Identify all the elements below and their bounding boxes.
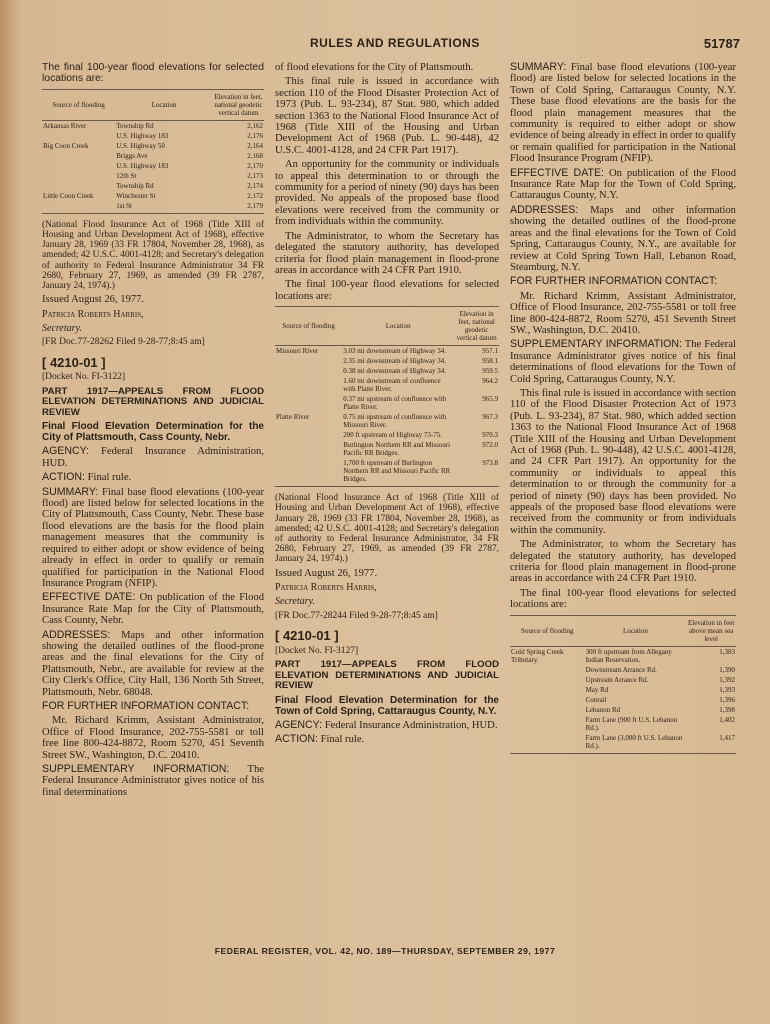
source-cell xyxy=(510,665,585,675)
signatory-name: Patricia Roberts Harris, xyxy=(42,308,144,320)
source-cell xyxy=(42,181,115,191)
table-row xyxy=(275,458,499,487)
elevation-table-1-body xyxy=(42,120,264,213)
para-table-intro: The final 100-year flood elevations for selected locations are: xyxy=(510,587,736,611)
para-opportunity: An opportunity for the community or individuals to appeal this determination to or through the community for a period of ninety (90) days has been provided. No appeals of the proposed base flood elevations were received from the community or from individuals within the community. xyxy=(275,159,499,228)
para-final-rule: This final rule is issued in accordance with section 110 of the Flood Disaster Protection Act of 1973 (Pub. L. 93-234), 87 Stat. 980, which added section 1363 to the National Flood Insurance Act of 1968 (Title XIII of the Housing and Urban Development Act of 1968 (Pub. L. 90-448), 42 U.S.C. 4001-4128, and 24 CFR Part 1917). xyxy=(275,76,499,156)
elevation-cell: 972.0 xyxy=(482,441,498,450)
part-heading: PART 1917—APPEALS FROM FLOOD ELEVATION DETERMINATIONS AND JUDICIAL REVIEW xyxy=(275,658,499,692)
location-cell: Downstream Arrance Rd. xyxy=(585,665,657,674)
agency-line: AGENCY: Federal Insurance Administration, HUD. xyxy=(275,718,498,731)
table-intro: The final 100-year flood elevations for selected locations are: xyxy=(42,62,264,85)
table-row xyxy=(275,412,499,430)
location-cell: 1.60 mi downstream of confluence with Platte River. xyxy=(343,377,441,394)
further-info-heading: FOR FURTHER INFORMATION CONTACT: xyxy=(510,275,718,288)
table-row xyxy=(42,181,264,191)
page-header xyxy=(40,36,740,52)
location-cell: Briggs Ave xyxy=(116,151,148,160)
location-cell: Burlington Northern RR and Missouri Pacific RR Bridges. xyxy=(343,441,451,458)
table-row xyxy=(275,376,499,394)
issued-date: Issued August 26, 1977. xyxy=(42,294,145,306)
elevation-cell: 2,170 xyxy=(247,161,263,170)
table-row xyxy=(42,131,264,141)
location-cell: May Rd xyxy=(585,685,609,694)
location-cell: 3.03 mi downstream of Highway 34. xyxy=(343,347,447,356)
action-line: ACTION: Final rule. xyxy=(42,471,132,484)
elevation-cell: 2,168 xyxy=(247,151,263,160)
location-cell: 12th St xyxy=(116,171,137,180)
location-cell: Farm Lane (900 ft U.S. Lebanon Rd.). xyxy=(585,715,678,732)
source-cell xyxy=(42,131,115,141)
column-1 xyxy=(42,62,264,801)
summary-para: SUMMARY: Final base flood elevations (100-year flood) are listed below for selected locations in the Town of Cold Spring, Cattaraugus County, N.Y. These base flood elevations are the basis for the flood plain management measures that the community is required to either adopt or show evidence of being already in effect in order to qualify or remain qualified for participation in the National Flood Insurance Program (NFIP). xyxy=(510,61,737,165)
table-row xyxy=(275,430,499,440)
elevation-cell: 1,417 xyxy=(686,733,736,754)
table-row xyxy=(510,695,736,705)
location-cell: U.S. Highway 183 xyxy=(116,131,169,140)
source-cell xyxy=(275,356,342,366)
elevation-cell: 2,164 xyxy=(247,141,263,150)
page-number: 51787 xyxy=(703,36,740,51)
location-cell: Conrail xyxy=(585,695,607,704)
source-cell xyxy=(42,161,115,171)
elevation-table-1 xyxy=(42,89,264,214)
elevation-cell: 2,176 xyxy=(247,131,263,140)
elevation-table-3 xyxy=(510,615,736,754)
source-cell xyxy=(275,440,342,458)
source-cell: Big Coon Creek xyxy=(43,141,89,150)
elevation-cell: 957.1 xyxy=(482,347,498,356)
elevation-table-3-body xyxy=(510,646,736,753)
location-cell: Township Rd xyxy=(116,121,154,130)
elevation-cell: 967.3 xyxy=(482,413,498,422)
col-header-elevation: Elevation in feet above mean sea level xyxy=(686,615,736,646)
source-cell xyxy=(510,715,585,733)
table-row xyxy=(42,191,264,201)
fr-doc-line: [FR Doc.77-28262 Filed 9-28-77;8:45 am] xyxy=(42,337,205,348)
elevation-cell: 2,172 xyxy=(247,191,263,200)
elevation-cell: 1,393 xyxy=(719,685,735,694)
table-row xyxy=(42,141,264,151)
supplementary-para: SUPPLEMENTARY INFORMATION: The Federal Insurance Administrator gives notice of his final determinations xyxy=(42,763,264,798)
authority-note: (National Flood Insurance Act of 1968 (Title XIII of Housing and Urban Development Act of 1968), effective January 28, 1969 (33 FR 17804, November 28, 1968), as amended; 42 U.S.C. 4001-4128; and Secretary's delegation of authority to Federal Insurance Administrator 34 FR 2680, February 27, 1969, as amended (39 FR 2787, January 24, 1974).) xyxy=(42,219,264,292)
location-cell: 0.75 mi upstream of confluence with Missouri River. xyxy=(343,413,447,430)
col-header-elevation: Elevation in feet, national geodetic vertical datum xyxy=(213,89,264,120)
elevation-cell: 958.1 xyxy=(482,357,498,366)
addresses-para: ADDRESSES: Maps and other information showing the detailed outlines of the flood-prone areas and the final elevations for the Town of Cold Spring, Cattaraugus County, N.Y., are available for review at Cold Spring Town Hall, Lebanon Road, Steamburg, N.Y. xyxy=(510,203,736,273)
table-row xyxy=(42,161,264,171)
column-2 xyxy=(275,62,499,749)
agency-line: AGENCY: Federal Insurance Administration, HUD. xyxy=(42,445,265,469)
page-footer: FEDERAL REGISTER, VOL. 42, NO. 189—THURSDAY, SEPTEMBER 29, 1977 xyxy=(214,946,556,956)
effective-date-para: EFFECTIVE DATE: On publication of the Flood Insurance Rate Map for the City of Plattsmouth, Cass County, Nebr. xyxy=(42,591,264,627)
addresses-para: ADDRESSES: Maps and other information showing the detailed outlines of the flood-prone areas and the final elevations for the City of Plattsmouth, Nebr., are available for review at the City Clerk's Office, City Hall, 136 North 5th Street, Plattsmouth, Nebr. 68048. xyxy=(42,628,264,698)
action-line: ACTION: Final rule. xyxy=(275,733,365,746)
part-heading: PART 1917—APPEALS FROM FLOOD ELEVATION DETERMINATIONS AND JUDICIAL REVIEW xyxy=(42,385,264,418)
source-cell xyxy=(42,201,115,214)
fr-doc-line: [FR Doc.77-28244 Filed 9-28-77;8:45 am] xyxy=(275,610,438,621)
table-row xyxy=(510,715,736,733)
elevation-cell: 2,179 xyxy=(213,201,264,214)
source-cell xyxy=(510,675,585,685)
source-cell: Cold Spring Creek Tributary. xyxy=(511,647,564,664)
table-row xyxy=(42,201,264,214)
table-row xyxy=(510,665,736,675)
further-info-contact: Mr. Richard Krimm, Assistant Administrator, Office of Flood Insurance, 202-755-5581 or toll free line 800-424-8872, Room 5270, 451 Seventh Street SW., Washington, D.C. 20410. xyxy=(510,290,736,336)
source-cell xyxy=(275,376,342,394)
table-row xyxy=(275,366,499,376)
running-title: RULES AND REGULATIONS xyxy=(310,36,480,50)
elevation-table-2-body xyxy=(275,346,499,487)
source-cell xyxy=(510,705,585,715)
table-row xyxy=(275,440,499,458)
para-table-intro: The final 100-year flood elevations for selected locations are: xyxy=(275,279,499,302)
source-cell xyxy=(510,733,585,754)
doc-number: [ 4210-01 ] xyxy=(42,354,106,370)
further-info-contact: Mr. Richard Krimm, Assistant Administrator, Office of Flood Insurance, 202-755-5581 or toll free line 800-424-8872, Room 5270, 451 Seventh Street SW., Washington, D.C. 20410. xyxy=(42,715,264,761)
col-header-elevation: Elevation in feet, national geodetic vertical datum xyxy=(454,307,499,346)
location-cell: 1,700 ft upstream of Burlington Northern RR and Missouri Pacific RR Bridges. xyxy=(342,458,454,487)
col-header-location: Location xyxy=(342,307,454,346)
source-cell: Missouri River xyxy=(276,347,319,356)
elevation-cell: 2,173 xyxy=(247,171,263,180)
docket-number: [Docket No. FI-3122] xyxy=(42,372,126,383)
source-cell: Platte River xyxy=(276,413,310,422)
table-row xyxy=(275,356,499,366)
source-cell: Arkansas River xyxy=(43,121,87,130)
table-row xyxy=(42,171,264,181)
further-info-heading: FOR FURTHER INFORMATION CONTACT: xyxy=(42,699,250,712)
elevation-cell: 1,392 xyxy=(719,675,735,684)
location-cell: Winchester St xyxy=(116,191,156,200)
source-cell xyxy=(510,685,585,695)
elevation-cell: 970.3 xyxy=(482,431,498,440)
source-cell xyxy=(42,171,115,181)
source-cell xyxy=(275,366,342,376)
source-cell xyxy=(275,458,342,487)
table-row xyxy=(275,346,499,357)
col-header-source: Source of flooding xyxy=(275,307,342,346)
rule-title: Final Flood Elevation Determination for the Town of Cold Spring, Cattaraugus County, N.Y. xyxy=(275,694,499,717)
para-final-rule: This final rule is issued in accordance with section 110 of the Flood Disaster Protection Act of 1973 (Pub. L. 93-234), 87 Stat. 980, which added section 1363 to the National Flood Insurance Act of 1968 (Title XIII of the Housing and Urban Development Act of 1968 (Pub. L. 90-448), 42 U.S.C. 4001-4128, and 24 CFR Part 1917). An opportunity for the community or individuals to appeal this determination to or through the community for a period of ninety (90) days has been provided. No appeals of the proposed base flood elevations were received from the community or from individuals within the community. xyxy=(510,387,736,536)
docket-number: [Docket No. FI-3127] xyxy=(275,645,359,656)
elevation-cell: 959.5 xyxy=(482,367,498,376)
elevation-cell: 964.2 xyxy=(482,377,498,386)
location-cell: 0.37 mi upstream of confluence with Platte River. xyxy=(343,395,447,412)
issued-date: Issued August 26, 1977. xyxy=(275,567,378,579)
table-row xyxy=(42,120,264,131)
table-row xyxy=(42,151,264,161)
para-administrator: The Administrator, to whom the Secretary has delegated the statutory authority, has developed criteria for flood plain management in flood-prone areas in accordance with 24 CFR Part 1910. xyxy=(275,230,499,276)
para-continued: of flood elevations for the City of Plattsmouth. xyxy=(275,62,474,73)
table-row xyxy=(510,705,736,715)
source-cell xyxy=(275,394,342,412)
table-row xyxy=(275,394,499,412)
authority-note: (National Flood Insurance Act of 1968 (Title XIII of Housing and Urban Development Act of 1968), effective January 28, 1969 (33 FR 17804, November 28, 1968), as amended; 42 U.S.C. 4001-4128; and Secretary's delegation of authority to Federal Insurance Administrator, 34 FR 2680, February 27, 1969, as amended (39 FR 2787, January 24, 1974).) xyxy=(275,493,499,565)
source-cell xyxy=(510,695,585,705)
col-header-location: Location xyxy=(585,615,687,646)
table-row xyxy=(510,685,736,695)
effective-date-para: EFFECTIVE DATE: On publication of the Flood Insurance Rate Map for the Town of Cold Spring, Cattaraugus County, N.Y. xyxy=(510,166,736,202)
summary-para: SUMMARY: Final base flood elevations (100-year flood) are listed below for selected locations in the City of Plattsmouth, Cass County, Nebr. These base flood elevations are the basis for the flood plain management measures that the community is required to either adopt or show evidence of being already in effect in order to qualify or remain qualified for participation in the National Flood Insurance Program (NFIP). xyxy=(42,485,264,589)
table-row xyxy=(510,675,736,685)
source-cell: Little Coon Creek xyxy=(43,191,94,200)
elevation-table-2 xyxy=(275,306,499,487)
elevation-cell: 965.9 xyxy=(482,395,498,404)
col-header-source: Source of flooding xyxy=(510,615,585,646)
elevation-cell: 1,398 xyxy=(719,705,735,714)
doc-number: [ 4210-01 ] xyxy=(275,628,339,644)
elevation-cell: 1,396 xyxy=(719,695,735,704)
location-cell: Lebanon Rd xyxy=(585,705,620,714)
location-cell: U.S. Highway 50 xyxy=(116,141,165,150)
supplementary-para: SUPPLEMENTARY INFORMATION: The Federal Insurance Administrator gives notice of his final determinations of flood elevations for the Town of Cold Spring, Cattaraugus County, N.Y. xyxy=(510,338,736,385)
location-cell: 2.35 mi downstream of Highway 34. xyxy=(343,357,447,366)
elevation-cell: 2,162 xyxy=(247,121,263,130)
location-cell: Upstream Arrance Rd. xyxy=(585,675,649,684)
elevation-cell: 973.8 xyxy=(454,458,499,487)
elevation-cell: 1,383 xyxy=(719,647,735,656)
location-cell: 300 ft upstream from Allegany Indian Reservation. xyxy=(585,647,672,664)
location-cell: Farm Lane (3,000 ft U.S. Lebanon Rd.). xyxy=(585,733,687,754)
table-row xyxy=(510,733,736,754)
elevation-cell: 1,402 xyxy=(719,715,735,724)
location-cell: 200 ft upstream of Highway 73-75. xyxy=(343,431,442,440)
col-header-location: Location xyxy=(115,89,213,120)
signatory-name: Patricia Roberts Harris, xyxy=(275,581,377,593)
location-cell: 0.38 mi downstream of Highway 34. xyxy=(343,367,447,376)
signatory-title: Secretary. xyxy=(42,323,82,335)
col-header-source: Source of flooding xyxy=(42,89,115,120)
rule-title: Final Flood Elevation Determination for the City of Plattsmouth, Cass County, Nebr. xyxy=(42,421,264,444)
elevation-cell: 1,390 xyxy=(719,665,735,674)
para-administrator: The Administrator, to whom the Secretary has delegated the statutory authority, has developed criteria for flood plain management in flood-prone areas in accordance with 24 CFR Part 1910. xyxy=(510,539,736,585)
source-cell xyxy=(42,151,115,161)
location-cell: Township Rd xyxy=(116,181,154,190)
location-cell: U.S. Highway 183 xyxy=(116,161,169,170)
table-row xyxy=(510,646,736,665)
elevation-cell: 2,174 xyxy=(247,181,263,190)
column-3 xyxy=(510,62,736,760)
signatory-title: Secretary. xyxy=(275,596,315,608)
source-cell xyxy=(275,430,342,440)
location-cell: 1st St xyxy=(115,201,213,214)
